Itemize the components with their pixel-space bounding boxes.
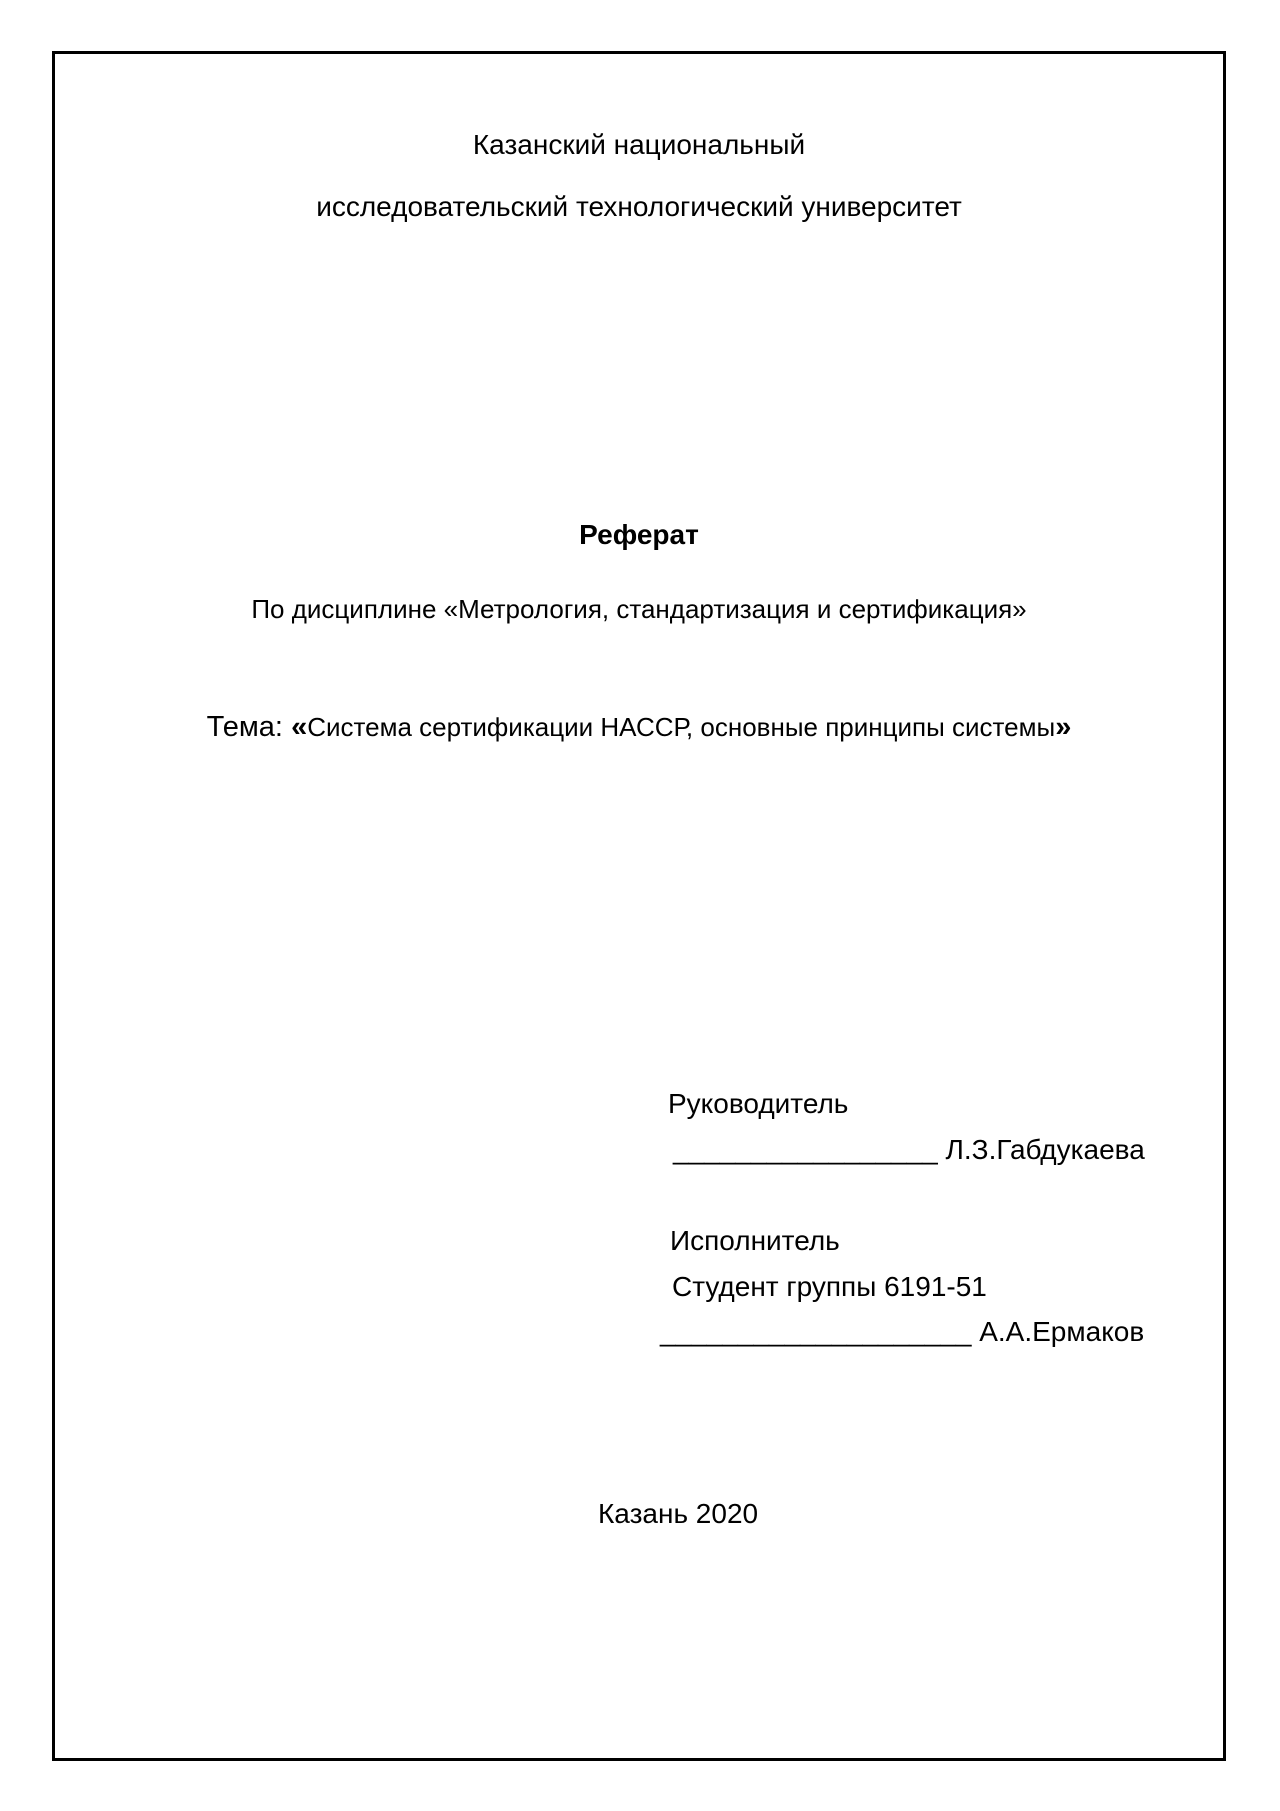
supervisor-signature: _________________ Л.З.Габдукаева [673, 1134, 1145, 1165]
topic-line [52, 710, 1226, 745]
topic-close-quote: » [1055, 711, 1072, 743]
topic-text: Система сертификации НАССР, основные принципы системы [307, 712, 1056, 742]
discipline-line: По дисциплине «Метрология, стандартизация и сертификация» [251, 594, 1027, 624]
performer-group: Студент группы 6191-51 [672, 1271, 987, 1302]
document-title: Реферат [579, 519, 699, 550]
topic-open-quote: « [291, 711, 308, 743]
topic-label: Тема: [206, 711, 283, 743]
supervisor-role: Руководитель [668, 1088, 849, 1119]
university-name-line2: исследовательский технологический университет [316, 191, 962, 222]
university-name-line1: Казанский национальный [472, 129, 806, 160]
city-year: Казань 2020 [598, 1498, 759, 1529]
performer-role: Исполнитель [670, 1225, 840, 1256]
performer-signature: ____________________ А.А.Ермаков [660, 1316, 1145, 1347]
